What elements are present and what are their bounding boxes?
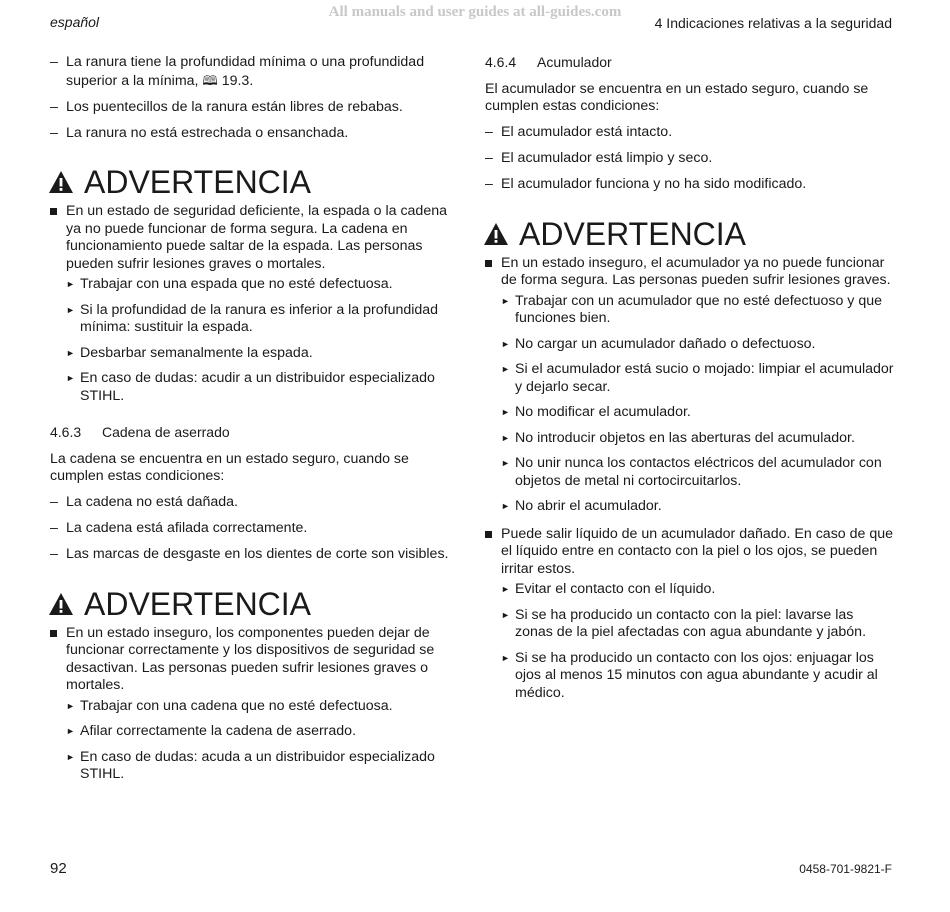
action-step	[50, 749, 460, 784]
arrow-bullet-icon: ►	[501, 584, 510, 594]
list-item: – La cadena no está dañada.	[50, 494, 460, 512]
page-number: 92	[50, 860, 67, 877]
left-column	[50, 54, 460, 792]
action-step-text: Si se ha producido un contacto con los ojos: enjuagar los ojos al menos 15 minutos con agua abundante y acudir al médico.	[515, 649, 878, 701]
action-step-text: No modificar el acumulador.	[515, 404, 691, 420]
square-bullet-icon	[485, 531, 492, 538]
action-step-text: No introducir objetos en las aberturas del acumulador.	[515, 429, 855, 446]
action-step-text: No cargar un acumulador dañado o defectuoso.	[515, 335, 816, 352]
warning-title: ADVERTENCIA	[519, 215, 747, 252]
list-item: – Las marcas de desgaste en los dientes de corte son visibles.	[50, 546, 460, 564]
warning-text	[485, 526, 895, 579]
list-item-text: La ranura tiene la profundidad mínima o una profundidad superior a la mínima,	[66, 54, 425, 89]
square-bullet-icon	[50, 208, 57, 215]
section-number: 4.6.4	[485, 54, 517, 70]
warning-text	[485, 255, 895, 290]
list-item	[50, 54, 460, 90]
warning-triangle-icon	[48, 170, 74, 194]
arrow-bullet-icon: ►	[66, 751, 75, 762]
paragraph: La cadena se encuentra en un estado seguro, cuando se cumplen estas condiciones:	[50, 450, 409, 484]
header-section-title: 4 Indicaciones relativas a la seguridad	[654, 15, 892, 31]
action-step-text: No abrir el acumulador.	[515, 498, 662, 514]
warning-text-body: En un estado inseguro, los componentes pueden dejar de funcionar correctamente y los dispositivos de seguridad se desactivan. Las personas pueden sufrir lesiones graves o mortales.	[66, 624, 435, 693]
arrow-bullet-icon: ►	[501, 652, 510, 663]
warning-heading	[483, 216, 895, 252]
action-step-text: No unir nunca los contactos eléctricos del acumulador con objetos de metal ni cortocircuitarlos.	[515, 455, 882, 489]
arrow-bullet-icon: ►	[501, 364, 510, 374]
arrow-bullet-icon: ►	[66, 347, 75, 358]
square-bullet-icon	[485, 260, 492, 267]
action-step	[485, 336, 895, 354]
action-step	[485, 607, 895, 642]
arrow-bullet-icon: ►	[66, 700, 75, 711]
right-column	[485, 54, 895, 710]
action-step-text: Si se ha producido un contacto con la piel: lavarse las zonas de la piel afectadas con agua abundante y jabón.	[515, 606, 867, 640]
action-step	[485, 404, 895, 422]
arrow-bullet-icon: ►	[66, 373, 75, 383]
list-item: – La ranura no está estrechada o ensanchada.	[50, 125, 460, 143]
arrow-bullet-icon: ►	[501, 609, 510, 620]
arrow-bullet-icon: ►	[501, 458, 510, 468]
arrow-bullet-icon: ►	[66, 726, 75, 736]
action-step	[485, 430, 895, 448]
arrow-bullet-icon: ►	[501, 407, 510, 417]
action-step-text: Afilar correctamente la cadena de aserrado.	[80, 723, 357, 739]
header-language: español	[50, 14, 100, 30]
arrow-bullet-icon: ►	[66, 304, 75, 315]
action-step	[485, 361, 895, 396]
arrow-bullet-icon: ►	[501, 295, 510, 306]
arrow-bullet-icon: ►	[501, 501, 510, 511]
list-item: – Los puentecillos de la ranura están libres de rebabas.	[50, 99, 460, 117]
warning-text	[50, 625, 460, 695]
list-item: – La cadena está afilada correctamente.	[50, 520, 460, 538]
section-title: Acumulador	[537, 54, 612, 70]
section-title: Cadena de aserrado	[102, 424, 230, 440]
action-step	[50, 345, 460, 363]
warning-title: ADVERTENCIA	[84, 585, 312, 622]
action-step-text: Trabajar con una espada que no esté defectuosa.	[80, 276, 393, 292]
warning-text-body: Puede salir líquido de un acumulador dañado. En caso de que el líquido entre en contacto con la piel o los ojos, se pueden irritar estos.	[501, 525, 894, 577]
action-step-text: Evitar el contacto con el líquido.	[515, 581, 716, 597]
book-icon: 🕮	[202, 72, 218, 88]
action-step	[485, 293, 895, 328]
section-number: 4.6.3	[50, 424, 82, 440]
action-step	[50, 370, 460, 405]
section-heading	[50, 424, 460, 442]
action-step-text: En caso de dudas: acudir a un distribuidor especializado STIHL.	[80, 370, 435, 404]
list-item: – El acumulador está intacto.	[485, 124, 895, 142]
page-reference: 19.3.	[221, 72, 254, 89]
action-step	[50, 302, 460, 337]
action-step	[485, 581, 895, 599]
action-step	[50, 723, 460, 741]
arrow-bullet-icon: ►	[501, 338, 510, 349]
arrow-bullet-icon: ►	[66, 279, 75, 289]
action-step	[485, 498, 895, 516]
warning-heading	[48, 164, 460, 200]
list-item: – El acumulador funciona y no ha sido modificado.	[485, 176, 895, 194]
warning-title: ADVERTENCIA	[84, 164, 312, 200]
paragraph: El acumulador se encuentra en un estado seguro, cuando se cumplen estas condiciones:	[485, 80, 869, 114]
watermark: All manuals and user guides at all-guides.com	[328, 4, 622, 20]
action-step	[485, 455, 895, 490]
action-step	[50, 698, 460, 716]
arrow-bullet-icon: ►	[501, 432, 510, 443]
warning-heading	[48, 586, 460, 622]
action-step-text: En caso de dudas: acuda a un distribuidor especializado STIHL.	[80, 748, 435, 782]
warning-text-body: En un estado de seguridad deficiente, la espada o la cadena ya no puede funcionar de forma segura. La cadena en funcionamiento puede saltar de la espada. Las personas pueden sufrir lesiones graves o mortales.	[66, 203, 447, 272]
square-bullet-icon	[50, 630, 57, 637]
warning-text-body: En un estado inseguro, el acumulador ya no puede funcionar de forma segura. Las personas pueden sufrir lesiones graves.	[501, 254, 891, 288]
document-number: 0458-701-9821-F	[799, 862, 892, 876]
action-step-text: Trabajar con una cadena que no esté defectuosa.	[80, 697, 393, 714]
warning-text	[50, 203, 460, 273]
section-heading	[485, 54, 895, 72]
warning-triangle-icon	[483, 222, 509, 246]
action-step-text: Si el acumulador está sucio o mojado: limpiar el acumulador y dejarlo secar.	[515, 361, 894, 395]
warning-triangle-icon	[48, 592, 74, 616]
action-step	[485, 650, 895, 703]
list-item: – El acumulador está limpio y seco.	[485, 150, 895, 168]
action-step	[50, 276, 460, 294]
action-step-text: Desbarbar semanalmente la espada.	[80, 344, 313, 361]
action-step-text: Trabajar con un acumulador que no esté defectuoso y que funciones bien.	[515, 292, 883, 326]
action-step-text: Si la profundidad de la ranura es inferior a la profundidad mínima: sustituir la espada.	[80, 301, 439, 335]
